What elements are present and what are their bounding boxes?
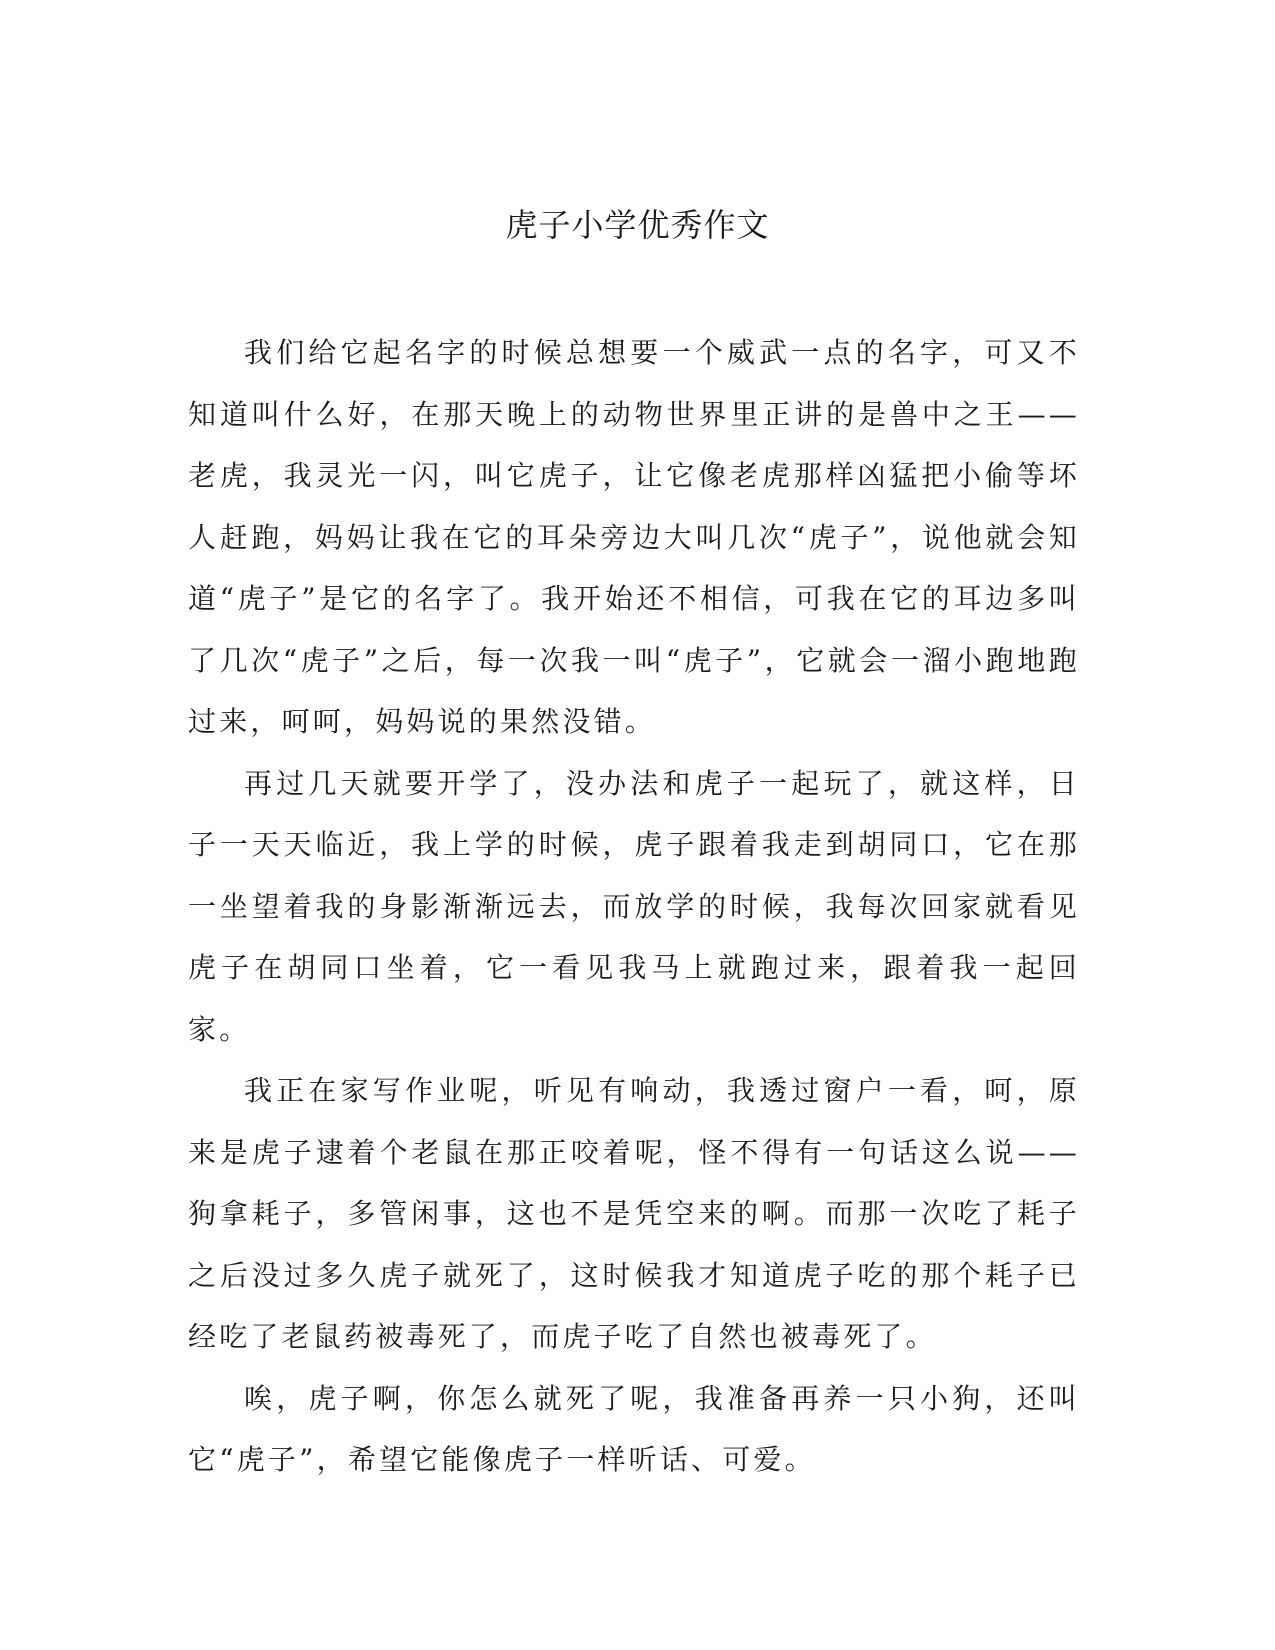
paragraph-3: 我正在家写作业呢，听见有响动，我透过窗户一看，呵，原来是虎子逮着个老鼠在那正咬着呢，怪不得有一句话这么说——狗拿耗子，多管闲事，这也不是凭空来的啊。而那一次吃了耗子之后没过多久虎子就死了，这时候我才知道虎子吃的那个耗子已经吃了老鼠药被毒死了，而虎子吃了自然也被毒死了。 (188, 1074, 1080, 1353)
document-body (188, 322, 1080, 1491)
document-title: 虎子小学优秀作文 (505, 206, 770, 244)
paragraph-4: 唉，虎子啊，你怎么就死了呢，我准备再养一只小狗，还叫它“虎子”，希望它能像虎子一样听话、可爱。 (188, 1381, 1080, 1476)
paragraph-2: 再过几天就要开学了，没办法和虎子一起玩了，就这样，日子一天天临近，我上学的时候，虎子跟着我走到胡同口，它在那一坐望着我的身影渐渐远去，而放学的时候，我每次回家就看见虎子在胡同口坐着，它一看见我马上就跑过来，跟着我一起回家。 (188, 766, 1080, 1046)
paragraph-1: 我们给它起名字的时候总想要一个威武一点的名字，可又不知道叫什么好，在那天晚上的动物世界里正讲的是兽中之王——老虎，我灵光一闪，叫它虎子，让它像老虎那样凶猛把小偷等坏人赶跑，妈妈让我在它的耳朵旁边大叫几次“虎子”，说他就会知道“虎子”是它的名字了。我开始还不相信，可我在它的耳边多叫了几次“虎子”之后，每一次我一叫“虎子”，它就会一溜小跑地跑过来，呵呵，妈妈说的果然没错。 (188, 336, 1080, 738)
